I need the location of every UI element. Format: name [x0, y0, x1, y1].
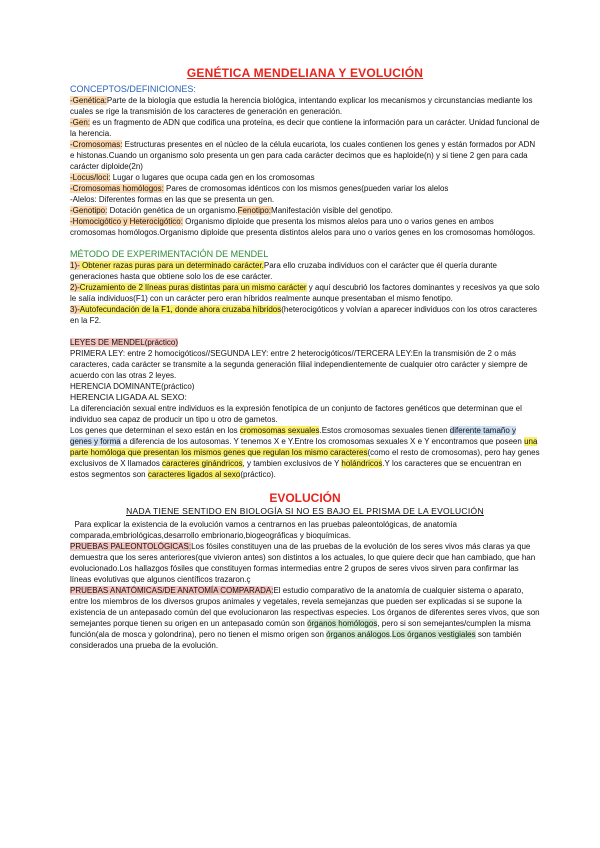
def-genetica [70, 95, 540, 117]
hl-caracteres-ligados: caracteres ligados al sexo [147, 470, 241, 479]
def-genotipo [70, 205, 540, 216]
def-cromosomas [70, 139, 540, 172]
def-fenotipo-text: Manifestación visible del genotipo. [271, 206, 393, 215]
evolucion-intro: Para explicar la existencia de la evolución vamos a centrarnos en las pruebas paleontológicas, de anatomía comparada,embriológicas,desarrollo embrionario,biogeográficas y bioquímicas. [70, 520, 460, 540]
herencia-ligada-heading: HERENCIA LIGADA AL SEXO: [70, 392, 187, 402]
hl-organos-homologos: órganos homólogos [307, 619, 378, 628]
ligada-text-g: (práctico). [240, 470, 276, 479]
step-2-highlight: Cruzamiento de 2 líneas puras distintas para un mismo carácter [79, 283, 307, 292]
step-1-text: Para ello cruzaba individuos con el carácter que él quería durante generaciones hasta que obtiene solo los de ese carácter. [70, 261, 497, 281]
hl-organos-vestigiales: Los órganos vestigiales [392, 630, 476, 639]
hl-diferente-tamano: diferente tamaño y genes y forma [70, 426, 517, 446]
term-genetica: -Genética: [70, 96, 107, 105]
def-locus-text: Lugar o lugares que ocupa cada gen en los cromosomas [110, 173, 315, 182]
metodo-step-1 [70, 260, 540, 282]
anat-text-a: El estudio comparativo de la anatomía de cualquier sistema o aparato, entre los miembros de los diversos grupos animales y vegetales, revela semejanzas que pueden ser explicadas si se supone la existencia de un antepasado común del que evolucionaron las respectivas especies. Los órganos de diferentes seres vivos, que son semejantes porque tienen su origen en un antepasado común son [70, 586, 540, 628]
term-gen: -Gen: [70, 118, 91, 127]
term-locus: -Locus/loci: [70, 173, 111, 182]
pruebas-anatomicas [70, 585, 540, 651]
anat-text-d: son también considerados una prueba de la evolución. [70, 630, 522, 650]
ligada-text-a: Los genes que determinan el sexo están en los [70, 426, 240, 435]
step-3-text: (heterocigóticos y volvían a aparecer individuos con los otros caracteres en la F2. [70, 305, 537, 325]
document-title: GENÉTICA MENDELIANA Y EVOLUCIÓN [186, 66, 424, 80]
step-2-number: 2)- [70, 283, 80, 292]
metodo-step-2 [70, 282, 540, 304]
hl-parte-homologa: una parte homóloga que presentan los mismos genes que regulan los mismo caracteres [70, 437, 538, 457]
def-gen [70, 117, 540, 139]
def-genotipo-text: Dotación genética de un organismo. [107, 206, 238, 215]
def-homocigotico [70, 216, 540, 238]
def-cromosomas-text: Estructuras presentes en el núcleo de la célula eucariota, los cuales contienen los genes y están formados por ADN e histonas.Cuando un organismo solo presenta un gen para cada carácter decimos que es haploide(n) y si tiene 2 gen para cada carácter diploide(2n) [70, 140, 536, 171]
term-homologos: -Cromosomas homólogos: [70, 184, 164, 193]
term-paleontologicas: PRUEBAS PALEONTOLÓGICAS: [70, 542, 192, 551]
evolucion-subtitle: NADA TIENE SENTIDO EN BIOLOGÍA SI NO ES BAJO EL PRISMA DE LA EVOLUCIÓN [126, 506, 484, 516]
term-fenotipo: Fenotipo: [237, 206, 272, 215]
herencia-dominante: HERENCIA DOMINANTE(práctico) [70, 382, 195, 391]
term-genotipo: -Genotipo: [70, 206, 108, 215]
ligada-text-c: a diferencia de los autosomas. Y tenemos X e Y.Entre los cromosomas sexuales X e Y encontramos que poseen [120, 437, 525, 446]
ligada-text-b: .Estos cromosomas sexuales tienen [319, 426, 450, 435]
document-page [70, 66, 540, 651]
leyes-heading-text: LEYES DE MENDEL(práctico) [70, 338, 179, 347]
def-locus [70, 172, 540, 183]
step-3-number: 3)- [70, 305, 80, 314]
step-1-number: 1)- [70, 261, 80, 270]
ligada-text-f: .Y los caracteres que se encuentran en estos segmentos son [70, 459, 522, 479]
def-gen-text: es un fragmento de ADN que codifica una proteína, es decir que contiene la información para un carácter. Unidad funcional de la herencia. [70, 118, 540, 138]
def-homologos-text: Pares de cromosomas idénticos con los mismos genes(pueden variar los alelos [163, 184, 449, 193]
term-anatomicas: PRUEBAS ANATÓMICAS/DE ANATOMÍA COMPARADA: [70, 586, 274, 595]
hl-caracteres-ginandricos: caracteres ginándricos [162, 459, 243, 468]
def-genetica-text: Parte de la biología que estudia la herencia biológica, intentando explicar los mecanismos y circunstancias mediante los cuales se rige la transmisión de los caracteres de generación en generación. [70, 96, 533, 116]
step-1-highlight: Obtener razas puras para un determinado carácter. [79, 261, 264, 270]
ligada-text-e: , y tambien exclusivos de Y [242, 459, 342, 468]
def-homologos [70, 183, 540, 194]
ligada-text-d: (como el resto de cromosomas), pero hay genes exclusivos de X llamados [70, 448, 540, 468]
term-homocigotico: -Homocigótico y Heterocigótico: [70, 217, 183, 226]
hl-cromosomas-sexuales: cromosomas sexuales [239, 426, 320, 435]
leyes-heading [70, 337, 540, 348]
herencia-ligada-p2 [70, 425, 540, 480]
metodo-step-3 [70, 304, 540, 326]
def-homocigotico-text: Organismo diploide que presenta los mismos alelos para uno o varios genes en ambos cromosomas homólogos.Organismo diploide que presenta distintos alelos para uno o varios genes en los cromosomas homólogos. [70, 217, 536, 237]
paleo-text: Los fósiles constituyen una de las pruebas de la evolución de los seres vivos más claras ya que demuestra que los seres anteriores(que vivieron antes) son distintos a los actuales, lo que quiere decir que han cambiado, que han evolucionado.Los hallazgos fósiles que constituyen formas intermedias entre 2 grupos de seres vivos sirven para confirmar las líneas evolutivas que algunos científicos trazaron.ç [70, 542, 536, 584]
leyes-text: PRIMERA LEY: entre 2 homocigóticos//SEGUNDA LEY: entre 2 heterocigóticos//TERCERA LEY:En la transmisión de 2 o más caracteres, cada carácter se transmite a la segunda generación filial independientemente de cualquier otro carácter y siempre de acuerdo con las otras 2 leyes. [70, 349, 528, 380]
def-alelos: -Alelos: Diferentes formas en las que se presenta un gen. [70, 195, 275, 204]
conceptos-heading: CONCEPTOS/DEFINICIONES: [70, 84, 196, 94]
pruebas-paleontologicas [70, 541, 540, 585]
evolucion-title: EVOLUCIÓN [269, 491, 341, 505]
anat-text-b: , pero si son semejantes/cumplen la misma función(ala de mosca y golondrina), pero no tienen el mismo origen son [70, 619, 531, 639]
anat-text-c: . [389, 630, 392, 639]
hl-organos-analogos: órganos análogos [326, 630, 390, 639]
step-3-highlight: Autofecundación de la F1, donde ahora cruzaba híbridos [79, 305, 282, 314]
hl-holandricos: holándricos [341, 459, 383, 468]
step-2-text: y aquí descubrió los factores dominantes y recesivos ya que solo le salía individuos(F1) con un carácter pero eran híbridos realmente aunque presentaban el mismo fenotipo. [70, 283, 540, 303]
herencia-ligada-p1: La diferenciación sexual entre individuos es la expresión fenotípica de un conjunto de factores genéticos que determinan que el individuo sea capaz de producir un tipo u otro de gametos. [70, 404, 522, 424]
term-cromosomas: -Cromosomas: [70, 140, 123, 149]
metodo-heading: MÉTODO DE EXPERIMENTACIÓN DE MENDEL [70, 249, 269, 259]
